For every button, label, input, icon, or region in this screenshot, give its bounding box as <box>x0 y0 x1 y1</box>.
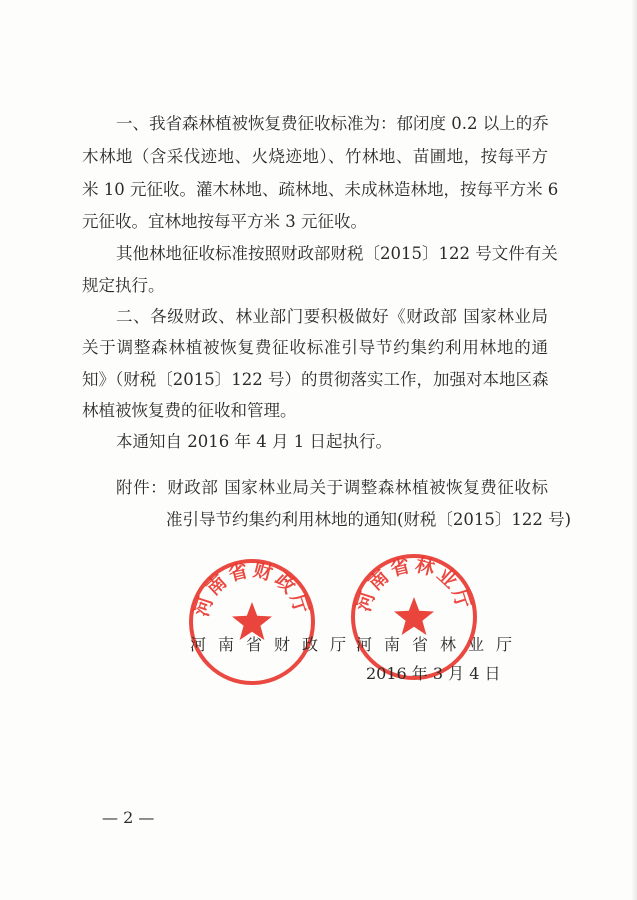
sender-forestry-dept: 河南省林业厅 <box>356 635 525 654</box>
para2-line-1: 其他林地征收标准按照财政部财税〔2015〕122 号文件有关 <box>116 244 558 263</box>
para1-line-4: 元征收。宜林地按每平方米 3 元征收。 <box>82 212 367 231</box>
issue-date: 2016 年 3 月 4 日 <box>366 664 501 683</box>
para1-line-1: 一、我省森林植被恢复费征收标准为：郁闭度 0.2 以上的乔 <box>116 114 549 133</box>
para3-line-4: 林植被恢复费的征收和管理。 <box>82 401 297 420</box>
para1-line-2: 木林地（含采伐迹地、火烧迹地）、竹林地、苗圃地，按每平方 <box>82 147 548 166</box>
para1-line-3: 米 10 元征收。灌木林地、疏林地、未成林造林地，按每平方米 6 <box>82 180 559 199</box>
para3-line-3: 知》（财税〔2015〕122 号）的贯彻落实工作，加强对本地区森 <box>82 370 549 389</box>
attachment-line-1: 附件：财政部 国家林业局关于调整森林植被恢复费征收标 <box>116 478 548 497</box>
seal-text: 河南省财政厅 <box>190 559 314 620</box>
seal-star-icon <box>394 597 434 635</box>
para3-line-1: 二、各级财政、林业部门要积极做好《财政部 国家林业局 <box>116 307 548 326</box>
sender-finance-dept: 河南省财政厅 <box>190 635 359 654</box>
para2-line-2: 规定执行。 <box>82 276 165 295</box>
para3-line-2: 关于调整森林植被恢复费征收标准引导节约集约利用林地的通 <box>82 338 548 357</box>
page-edge-shadow <box>631 0 637 900</box>
finance-dept-seal <box>186 556 318 688</box>
effective-date-line: 本通知自 2016 年 4 月 1 日起执行。 <box>116 432 392 451</box>
seal-text: 河南省林业厅 <box>352 554 476 615</box>
attachment-line-2: 准引导节约集约利用林地的通知(财税〔2015〕122 号) <box>166 510 572 529</box>
page-number: — 2 — <box>102 808 155 827</box>
